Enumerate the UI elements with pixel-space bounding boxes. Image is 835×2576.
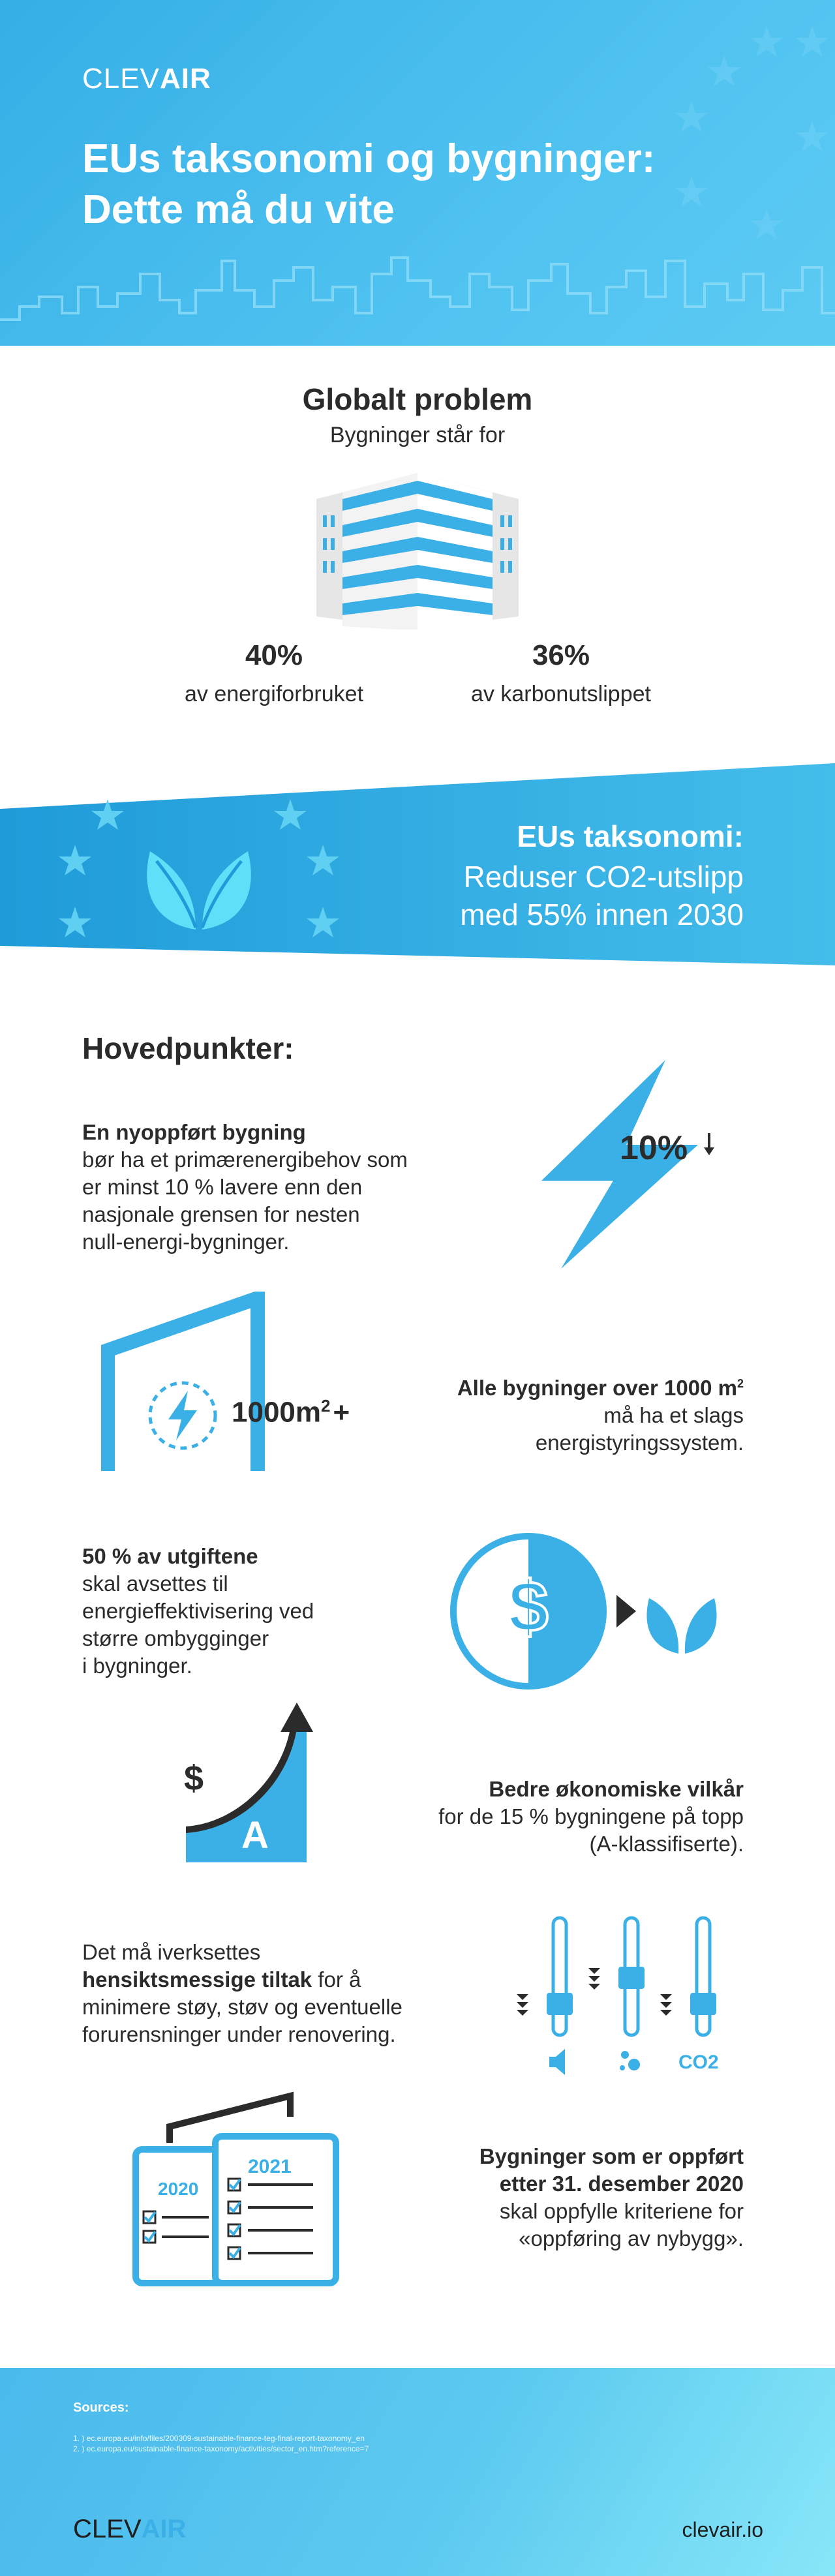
- point-2-line-2: energistyringssystem.: [535, 1431, 744, 1455]
- global-subheading: Bygninger står for: [329, 423, 506, 447]
- building-icon: [303, 460, 532, 629]
- point-5-bold: hensiktsmessige tiltak: [82, 1967, 312, 1992]
- slider-dust-handle: [618, 1967, 645, 1989]
- point-6-line-1: skal oppfylle kriteriene for: [499, 2199, 744, 2223]
- banner-text: [326, 858, 744, 933]
- stat-energy-label: av energiforbruket: [184, 682, 364, 706]
- sources-title: Sources:: [73, 2401, 129, 2415]
- footer-sources: [0, 2368, 835, 2576]
- point-1-line-1: bør ha et primærenergibehov som: [82, 1147, 408, 1172]
- banner-title: EUs taksonomi:: [517, 819, 744, 853]
- point-1-line-2: er minst 10 % lavere enn den: [82, 1175, 363, 1199]
- point-4-text: [326, 1776, 744, 1858]
- point-6-bold-2: etter 31. desember 2020: [499, 2172, 744, 2196]
- point-1-line-3: nasjonale grensen for nesten: [82, 1202, 360, 1226]
- sources-list: [73, 2433, 369, 2454]
- point-2-bold: Alle bygninger over 1000 m: [457, 1376, 737, 1400]
- global-heading: Globalt problem: [302, 382, 533, 416]
- skyline: [0, 258, 835, 320]
- title-line-2: Dette må du vite: [82, 187, 395, 232]
- point-1-text: [82, 1119, 500, 1256]
- point-6-text: [365, 2143, 744, 2252]
- source-link-2[interactable]: 2. ) ec.europa.eu/sustainable-finance-taxonomy/activities/sector_en.htm?reference=7: [73, 2444, 369, 2453]
- banner-line-1: Reduser CO2-utslipp: [463, 860, 744, 894]
- brand-logo: [82, 63, 211, 95]
- point-3-line-1: skal avsettes til: [82, 1571, 228, 1596]
- point-3-line-3: større ombygginger: [82, 1626, 269, 1650]
- area-value: [232, 1396, 350, 1429]
- point-5-line-2-rest: for å: [312, 1967, 361, 1992]
- point-5-line-1: Det må iverksettes: [82, 1940, 261, 1964]
- lightning-value: 10%: [620, 1129, 688, 1167]
- point-4-line-2: (A-klassifiserte).: [589, 1832, 744, 1856]
- document-year-2020: 2020: [158, 2179, 199, 2199]
- point-1-bold: En nyoppført bygning: [82, 1120, 306, 1144]
- point-2-text: [365, 1370, 744, 1457]
- speaker-icon: [549, 2049, 565, 2075]
- footer-logo-bold: AIR: [141, 2515, 187, 2543]
- area-value-plus: +: [333, 1396, 350, 1429]
- area-value-sup: 2: [321, 1396, 331, 1416]
- point-6-line-2: «oppføring av nybygg».: [519, 2226, 744, 2250]
- logo-bold-text: AIR: [159, 63, 211, 95]
- banner-line-2: med 55% innen 2030: [460, 898, 744, 932]
- logo-light-text: CLEV: [82, 63, 160, 95]
- arrow-down-icon: [701, 1132, 717, 1158]
- energy-cycle-icon: [144, 1376, 222, 1455]
- point-3-bold: 50 % av utgiftene: [82, 1544, 258, 1568]
- point-3-text: [82, 1543, 474, 1680]
- point-2-bold-sup: 2: [736, 1377, 744, 1390]
- area-value-number: 1000m: [232, 1396, 322, 1429]
- grade-a-label: A: [241, 1814, 269, 1856]
- slider-noise-handle: [547, 1993, 573, 2015]
- point-5-line-4: forurensninger under renovering.: [82, 2022, 396, 2046]
- co2-label: CO2: [678, 2052, 719, 2073]
- stat-energy-value: 40%: [245, 639, 303, 671]
- stat-carbon-label: av karbonutslippet: [471, 682, 651, 706]
- point-3-line-2: energieffektivisering ved: [82, 1599, 314, 1623]
- point-5-text: [82, 1939, 487, 2048]
- point-4-line-1: for de 15 % bygningene på topp: [438, 1804, 744, 1828]
- growth-dollar: $: [184, 1759, 204, 1798]
- point-3-line-4: i bygninger.: [82, 1654, 192, 1678]
- page-title: [82, 134, 655, 235]
- point-1-line-4: null-energi-bygninger.: [82, 1230, 290, 1254]
- dust-icon: [620, 2051, 640, 2070]
- main-heading: Hovedpunkter:: [82, 1031, 294, 1065]
- point-6-bold-1: Bygninger som er oppført: [479, 2144, 744, 2168]
- header-banner: [0, 0, 835, 346]
- stat-carbon-value: 36%: [532, 639, 590, 671]
- website-link[interactable]: clevair.io: [682, 2518, 763, 2541]
- slider-co2-handle: [690, 1993, 716, 2015]
- star-icon: [675, 26, 828, 239]
- footer-logo: [73, 2515, 186, 2544]
- document-year-2021: 2021: [248, 2156, 292, 2177]
- source-link-1[interactable]: 1. ) ec.europa.eu/info/files/200309-sustainable-finance-teg-final-report-taxonomy_en: [73, 2434, 365, 2443]
- point-2-line-1: må ha et slags: [603, 1403, 744, 1427]
- point-5-line-3: minimere støy, støv og eventuelle: [82, 1995, 402, 2019]
- title-line-1: EUs taksonomi og bygninger:: [82, 136, 656, 181]
- money-to-leaf-icon: [450, 1530, 763, 1693]
- footer-logo-light: CLEV: [73, 2515, 142, 2543]
- dollar-symbol: $: [508, 1567, 549, 1647]
- point-4-bold: Bedre økonomiske vilkår: [489, 1777, 744, 1801]
